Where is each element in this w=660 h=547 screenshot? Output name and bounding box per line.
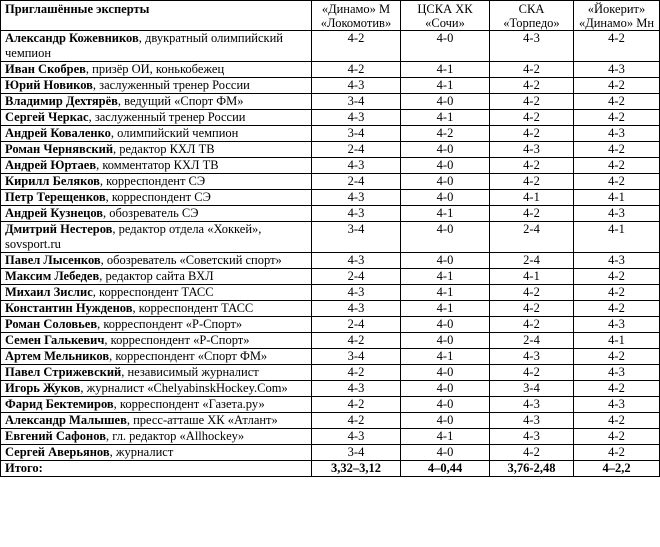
expert-description: , комментатор КХЛ ТВ	[96, 158, 219, 172]
score-cell: 4-2	[574, 78, 660, 94]
score-cell: 2-4	[490, 333, 574, 349]
score-cell: 4-3	[312, 190, 401, 206]
score-cell: 4-0	[401, 253, 490, 269]
score-cell: 4-3	[490, 413, 574, 429]
table-row	[1, 253, 660, 269]
score-cell: 3-4	[312, 126, 401, 142]
score-cell: 3-4	[312, 222, 401, 253]
table-row	[1, 365, 660, 381]
expert-cell	[1, 269, 312, 285]
score-cell: 4-2	[312, 62, 401, 78]
score-cell: 4-2	[490, 365, 574, 381]
table-row	[1, 31, 660, 62]
score-cell: 4-3	[312, 110, 401, 126]
expert-cell	[1, 158, 312, 174]
expert-name: Юрий Новиков	[5, 78, 93, 92]
expert-cell	[1, 333, 312, 349]
expert-name: Александр Кожевников	[5, 31, 139, 45]
expert-description: , редактор сайта ВХЛ	[99, 269, 214, 283]
table-row	[1, 445, 660, 461]
total-score: 3,32–3,12	[312, 461, 401, 477]
table-row	[1, 94, 660, 110]
score-cell: 2-4	[490, 222, 574, 253]
expert-cell	[1, 413, 312, 429]
score-cell: 4-2	[574, 94, 660, 110]
table-row	[1, 381, 660, 397]
score-cell: 4-1	[401, 349, 490, 365]
expert-name: Максим Лебедев	[5, 269, 100, 283]
expert-name: Фарид Бектемиров	[5, 397, 114, 411]
score-cell: 4-1	[401, 285, 490, 301]
score-cell: 4-2	[312, 31, 401, 62]
expert-cell	[1, 429, 312, 445]
score-cell: 4-1	[490, 269, 574, 285]
table-row	[1, 269, 660, 285]
score-cell: 4-0	[401, 397, 490, 413]
expert-name: Роман Соловьев	[5, 317, 98, 331]
expert-name: Иван Скобрев	[5, 62, 86, 76]
expert-cell	[1, 253, 312, 269]
expert-description: , корреспондент «Газета.ру»	[113, 397, 265, 411]
score-cell: 4-1	[574, 190, 660, 206]
score-cell: 3-4	[312, 349, 401, 365]
header-row	[1, 1, 660, 31]
expert-name: Петр Терещенков	[5, 190, 106, 204]
score-cell: 4-2	[574, 142, 660, 158]
expert-cell	[1, 206, 312, 222]
expert-cell	[1, 301, 312, 317]
score-cell: 4-2	[312, 413, 401, 429]
table-row	[1, 429, 660, 445]
expert-cell	[1, 94, 312, 110]
score-cell: 4-2	[490, 110, 574, 126]
expert-description: , корреспондент «Спорт ФМ»	[109, 349, 268, 363]
score-cell: 4-2	[574, 381, 660, 397]
expert-cell	[1, 142, 312, 158]
expert-description: , журналист	[109, 445, 174, 459]
score-cell: 2-4	[312, 142, 401, 158]
expert-description: , редактор КХЛ ТВ	[113, 142, 215, 156]
score-cell: 4-1	[401, 301, 490, 317]
score-cell: 4-3	[312, 78, 401, 94]
expert-cell	[1, 365, 312, 381]
expert-description: , призёр ОИ, конькобежец	[85, 62, 225, 76]
score-cell: 4-3	[574, 365, 660, 381]
expert-name: Игорь Жуков	[5, 381, 81, 395]
score-cell: 4-0	[401, 365, 490, 381]
expert-name: Сергей Аверьянов	[5, 445, 110, 459]
expert-name: Андрей Коваленко	[5, 126, 111, 140]
table-row	[1, 333, 660, 349]
score-cell: 4-0	[401, 190, 490, 206]
score-cell: 4-3	[312, 429, 401, 445]
expert-name: Михаил Зислис	[5, 285, 93, 299]
score-cell: 4-3	[312, 253, 401, 269]
score-cell: 4-2	[490, 174, 574, 190]
score-cell: 4-2	[490, 94, 574, 110]
score-cell: 4-2	[490, 285, 574, 301]
expert-description: , корреспондент ТАСС	[92, 285, 214, 299]
expert-name: Семен Галькевич	[5, 333, 105, 347]
table-row	[1, 110, 660, 126]
expert-cell	[1, 285, 312, 301]
expert-description: , олимпийский чемпион	[110, 126, 239, 140]
table-row	[1, 317, 660, 333]
score-cell: 4-3	[490, 142, 574, 158]
score-cell: 4-2	[574, 174, 660, 190]
expert-description: , ведущий «Спорт ФМ»	[117, 94, 244, 108]
score-cell: 2-4	[312, 317, 401, 333]
score-cell: 4-1	[401, 206, 490, 222]
score-cell: 4-2	[574, 269, 660, 285]
score-cell: 3-4	[490, 381, 574, 397]
table-row	[1, 142, 660, 158]
score-cell: 4-3	[312, 158, 401, 174]
expert-cell	[1, 110, 312, 126]
score-cell: 4-2	[574, 413, 660, 429]
expert-name: Владимир Дехтярёв	[5, 94, 118, 108]
expert-description: , корреспондент ТАСС	[132, 301, 254, 315]
score-cell: 4-2	[574, 285, 660, 301]
score-cell: 4-1	[401, 429, 490, 445]
total-score: 3,76-2,48	[490, 461, 574, 477]
expert-cell	[1, 381, 312, 397]
score-cell: 4-2	[574, 31, 660, 62]
score-cell: 4-1	[574, 333, 660, 349]
table-row	[1, 301, 660, 317]
expert-description: , заслуженный тренер России	[92, 78, 250, 92]
expert-description: , гл. редактор «Allhockey»	[105, 429, 245, 443]
expert-description: , корреспондент «Р-Спорт»	[104, 333, 250, 347]
expert-name: Андрей Юртаев	[5, 158, 97, 172]
expert-name: Артем Мельников	[5, 349, 110, 363]
score-cell: 4-1	[401, 110, 490, 126]
score-cell: 4-0	[401, 317, 490, 333]
table-row	[1, 285, 660, 301]
match-header: «Йокерит» «Динамо» Мн	[574, 1, 660, 31]
score-cell: 4-3	[312, 301, 401, 317]
score-cell: 4-0	[401, 31, 490, 62]
score-cell: 4-1	[490, 190, 574, 206]
score-cell: 4-2	[574, 110, 660, 126]
score-cell: 3-4	[312, 94, 401, 110]
expert-description: , корреспондент СЭ	[99, 174, 206, 188]
score-cell: 2-4	[312, 269, 401, 285]
score-cell: 4-0	[401, 381, 490, 397]
expert-cell	[1, 174, 312, 190]
score-cell: 4-2	[490, 317, 574, 333]
score-cell: 4-2	[490, 158, 574, 174]
table-row	[1, 126, 660, 142]
score-cell: 4-3	[574, 126, 660, 142]
score-cell: 4-0	[401, 445, 490, 461]
score-cell: 4-1	[401, 78, 490, 94]
score-cell: 4-1	[401, 62, 490, 78]
experts-header: Приглашённые эксперты	[1, 1, 312, 31]
score-cell: 4-2	[490, 301, 574, 317]
expert-description: , корреспондент СЭ	[105, 190, 211, 204]
expert-name: Андрей Кузнецов	[5, 206, 104, 220]
score-cell: 4-2	[312, 365, 401, 381]
expert-description: , двукратный олимпийский чемпион	[5, 31, 283, 60]
table-row	[1, 413, 660, 429]
total-label: Итого:	[1, 461, 312, 477]
score-cell: 4-3	[312, 381, 401, 397]
expert-description: , редактор отдела «Хоккей», sovsport.ru	[5, 222, 262, 251]
table-row	[1, 62, 660, 78]
expert-cell	[1, 317, 312, 333]
score-cell: 4-3	[490, 349, 574, 365]
table-row	[1, 158, 660, 174]
table-row	[1, 222, 660, 253]
expert-name: Дмитрий Нестеров	[5, 222, 113, 236]
score-cell: 4-0	[401, 174, 490, 190]
expert-description: , заслуженный тренер России	[88, 110, 246, 124]
score-cell: 4-2	[312, 397, 401, 413]
expert-cell	[1, 397, 312, 413]
expert-cell	[1, 190, 312, 206]
expert-name: Павел Лысенков	[5, 253, 101, 267]
score-cell: 4-3	[490, 429, 574, 445]
score-cell: 3-4	[312, 445, 401, 461]
expert-name: Кирилл Беляков	[5, 174, 100, 188]
score-cell: 4-2	[574, 349, 660, 365]
match-header: СКА «Торпедо»	[490, 1, 574, 31]
score-cell: 4-0	[401, 413, 490, 429]
score-cell: 4-2	[574, 445, 660, 461]
expert-cell	[1, 78, 312, 94]
score-cell: 4-2	[490, 62, 574, 78]
table-row	[1, 397, 660, 413]
score-cell: 4-2	[574, 429, 660, 445]
score-cell: 4-0	[401, 222, 490, 253]
expert-description: , журналист «ChelyabinskHockey.Com»	[80, 381, 288, 395]
score-cell: 4-2	[401, 126, 490, 142]
score-cell: 4-3	[312, 285, 401, 301]
expert-name: Павел Стрижевский	[5, 365, 122, 379]
score-cell: 4-2	[490, 206, 574, 222]
score-cell: 4-2	[490, 78, 574, 94]
score-cell: 4-2	[574, 158, 660, 174]
score-cell: 4-2	[490, 445, 574, 461]
score-cell: 4-1	[574, 222, 660, 253]
total-row	[1, 461, 660, 477]
expert-name: Сергей Черкас	[5, 110, 89, 124]
score-cell: 4-1	[401, 269, 490, 285]
score-cell: 4-0	[401, 333, 490, 349]
score-cell: 4-2	[490, 126, 574, 142]
expert-description: , независимый журналист	[121, 365, 259, 379]
match-header: ЦСКА ХК «Сочи»	[401, 1, 490, 31]
expert-cell	[1, 62, 312, 78]
expert-cell	[1, 445, 312, 461]
score-cell: 4-0	[401, 158, 490, 174]
score-cell: 4-3	[490, 397, 574, 413]
match-header: «Динамо» М «Локомотив»	[312, 1, 401, 31]
expert-description: , корреспондент «Р-Спорт»	[97, 317, 243, 331]
expert-description: , обозреватель «Советский спорт»	[100, 253, 282, 267]
expert-name: Константин Нужденов	[5, 301, 133, 315]
table-row	[1, 206, 660, 222]
score-cell: 4-3	[574, 397, 660, 413]
score-cell: 4-3	[312, 206, 401, 222]
table-row	[1, 78, 660, 94]
score-cell: 4-2	[312, 333, 401, 349]
expert-description: , обозреватель СЭ	[103, 206, 199, 220]
table-row	[1, 174, 660, 190]
table-row	[1, 190, 660, 206]
expert-cell	[1, 349, 312, 365]
expert-name: Роман Чернявский	[5, 142, 114, 156]
expert-cell	[1, 31, 312, 62]
expert-name: Евгений Сафонов	[5, 429, 106, 443]
expert-cell	[1, 126, 312, 142]
score-cell: 2-4	[312, 174, 401, 190]
score-cell: 4-2	[574, 301, 660, 317]
score-cell: 4-0	[401, 142, 490, 158]
total-score: 4–2,2	[574, 461, 660, 477]
score-cell: 4-3	[490, 31, 574, 62]
table-row	[1, 349, 660, 365]
expert-description: , пресс-атташе ХК «Атлант»	[126, 413, 278, 427]
score-cell: 4-3	[574, 206, 660, 222]
score-cell: 4-3	[574, 62, 660, 78]
total-score: 4–0,44	[401, 461, 490, 477]
score-cell: 4-0	[401, 94, 490, 110]
score-cell: 2-4	[490, 253, 574, 269]
expert-cell	[1, 222, 312, 253]
score-cell: 4-3	[574, 253, 660, 269]
expert-name: Александр Малышев	[5, 413, 127, 427]
score-cell: 4-3	[574, 317, 660, 333]
